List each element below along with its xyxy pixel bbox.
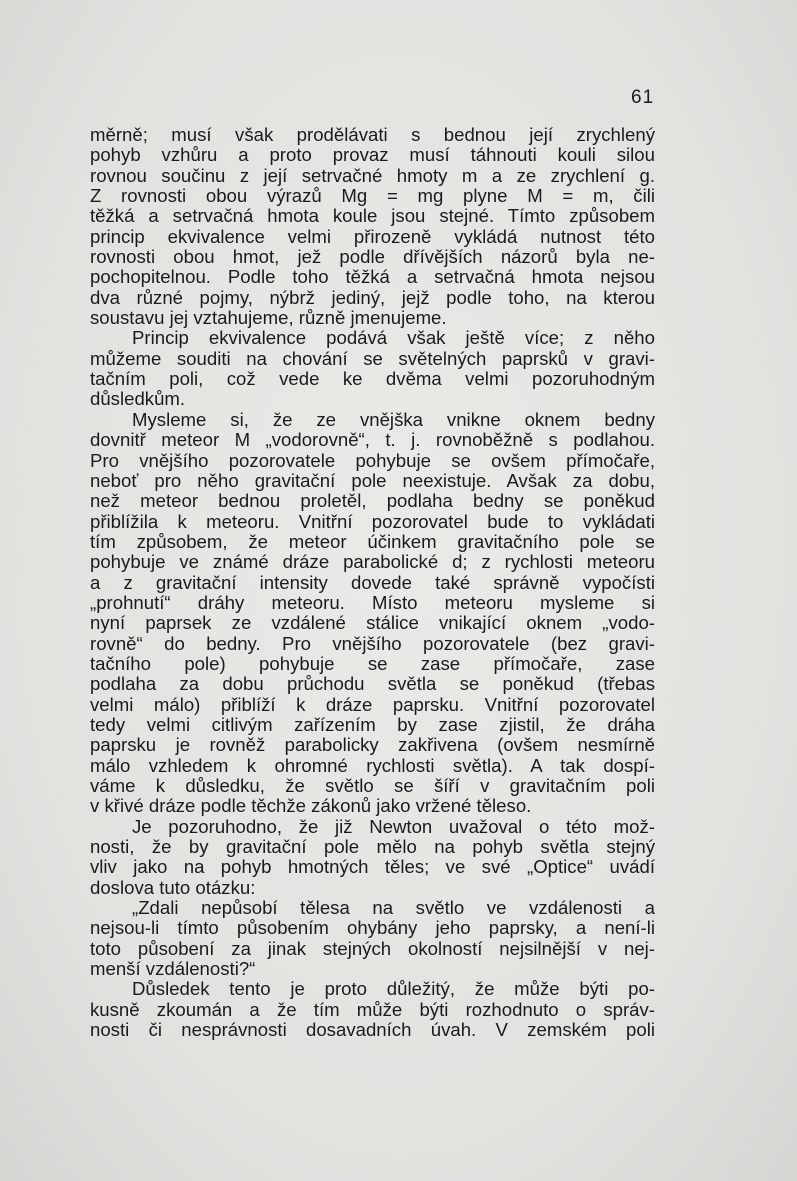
page-number: 61 [631, 87, 655, 108]
text-line: Pro vnějšího pozorovatele pohybuje se ovšem přímočaře, [90, 449, 655, 471]
text-line: nejsou-li tímto působením ohybány jeho paprsky, a není-li [90, 917, 655, 939]
text-line: měrně; musí však prodělávati s bednou její zrychlený [90, 124, 655, 145]
text-line: tím způsobem, že meteor účinkem gravitačního pole se [90, 530, 655, 552]
paragraph-6 [90, 979, 655, 1040]
paragraph-3 [90, 410, 655, 817]
text-line: tačním poli, což vede ke dvěma velmi pozoruhodným [90, 368, 655, 390]
text-line: rovně“ do bedny. Pro vnějšího pozorovatele (bez gravi- [90, 632, 655, 654]
text-line: rovnosti obou hmot, jež podle dřívějších názorů byla ne- [90, 246, 655, 268]
text-line: málo vzhledem k ohromné rychlosti světla). A tak dospí- [90, 754, 655, 776]
text-line: tedy velmi citlivým zařízením by zase zjistil, že dráha [90, 713, 655, 735]
text-line: Princip ekvivalence podává však ještě více; z něho [132, 327, 655, 349]
text-line: velmi málo) přiblíží k dráze paprsku. Vnitřní pozorovatel [90, 693, 655, 715]
text-line: „prohnutí“ dráhy meteoru. Místo meteoru mysleme si [90, 591, 655, 613]
text-line: paprsku je rovněž parabolicky zakřivena (ovšem nesmírně [90, 734, 655, 756]
text-line: dva různé pojmy, nýbrž jediný, jejž podle toho, na kterou [90, 286, 655, 308]
text-line: nosti, že by gravitační pole mělo na pohyb světla stejný [90, 836, 655, 858]
text-line: přiblížila k meteoru. Vnitřní pozorovatel bude to vykládati [90, 510, 655, 532]
text-line: tačního pole) pohybuje se zase přímočaře, zase [90, 652, 655, 674]
text-line: Mysleme si, že ze vnějška vnikne oknem bedny [132, 408, 655, 430]
quotation [90, 898, 655, 979]
text-line: v křivé dráze podle těchže zákonů jako vržené těleso. [90, 795, 532, 817]
paragraph-2 [90, 328, 655, 409]
text-line: rovnou součinu z její setrvačné hmoty m a ze zrychlení g. [90, 164, 655, 186]
text-line: vliv jako na pohyb hmotných těles; ve své „Optice“ uvádí [90, 856, 655, 878]
text-line: podlaha za dobu průchodu světla se poněkud (třebas [90, 673, 655, 695]
text-line: menší vzdálenosti?“ [90, 958, 256, 980]
text-line: „Zdali nepůsobí tělesa na světlo ve vzdálenosti a [132, 897, 655, 919]
text-line: doslova tuto otázku: [90, 876, 256, 898]
text-line: můžeme souditi na chování se světelných paprsků v gravi- [90, 347, 655, 369]
text-line: neboť pro něho gravitační pole neexistuje. Avšak za dobu, [90, 469, 655, 491]
body-text [90, 125, 655, 1040]
text-line: Z rovnosti obou výrazů Mg = mg plyne M = m, čili [90, 185, 655, 207]
text-line: a z gravitační intensity dovede také správně vypočísti [90, 571, 655, 593]
text-line: toto působení za jinak stejných okolností nejsilnější v nej- [90, 937, 655, 959]
text-line: nosti či nesprávnosti dosavadních úvah. V zemském poli [90, 1019, 655, 1041]
text-line: Důsledek tento je proto důležitý, že může býti po- [132, 978, 655, 1000]
text-line: pochopitelnou. Podle toho těžká a setrvačná hmota nejsou [90, 266, 655, 288]
text-line: těžká a setrvačná hmota koule jsou stejné. Tímto způsobem [90, 205, 655, 227]
text-line: důsledkům. [90, 388, 186, 410]
text-line: Je pozoruhodno, že již Newton uvažoval o této mož- [132, 815, 655, 837]
text-line: princip ekvivalence velmi přirozeně vykládá nutnost této [90, 225, 655, 247]
text-line: než meteor bednou proletěl, podlaha bedny se poněkud [90, 490, 655, 512]
text-line: soustavu jej vztahujeme, různě jmenujeme. [90, 307, 447, 329]
text-line: pohybuje ve známé dráze parabolické d; z rychlosti meteoru [90, 551, 655, 573]
text-line: dovnitř meteor M „vodorovně“, t. j. rovnoběžně s podlahou. [90, 429, 655, 451]
paragraph-1 [90, 125, 655, 328]
text-line: nyní paprsek ze vzdálené stálice vnikající oknem „vodo- [90, 612, 655, 634]
text-line: kusně zkoumán a že tím může býti rozhodnuto o správ- [90, 998, 655, 1020]
text-line: pohyb vzhůru a proto provaz musí táhnouti kouli silou [90, 144, 655, 166]
text-line: váme k důsledku, že světlo se šíří v gravitačním poli [90, 775, 655, 796]
paragraph-4 [90, 817, 655, 898]
